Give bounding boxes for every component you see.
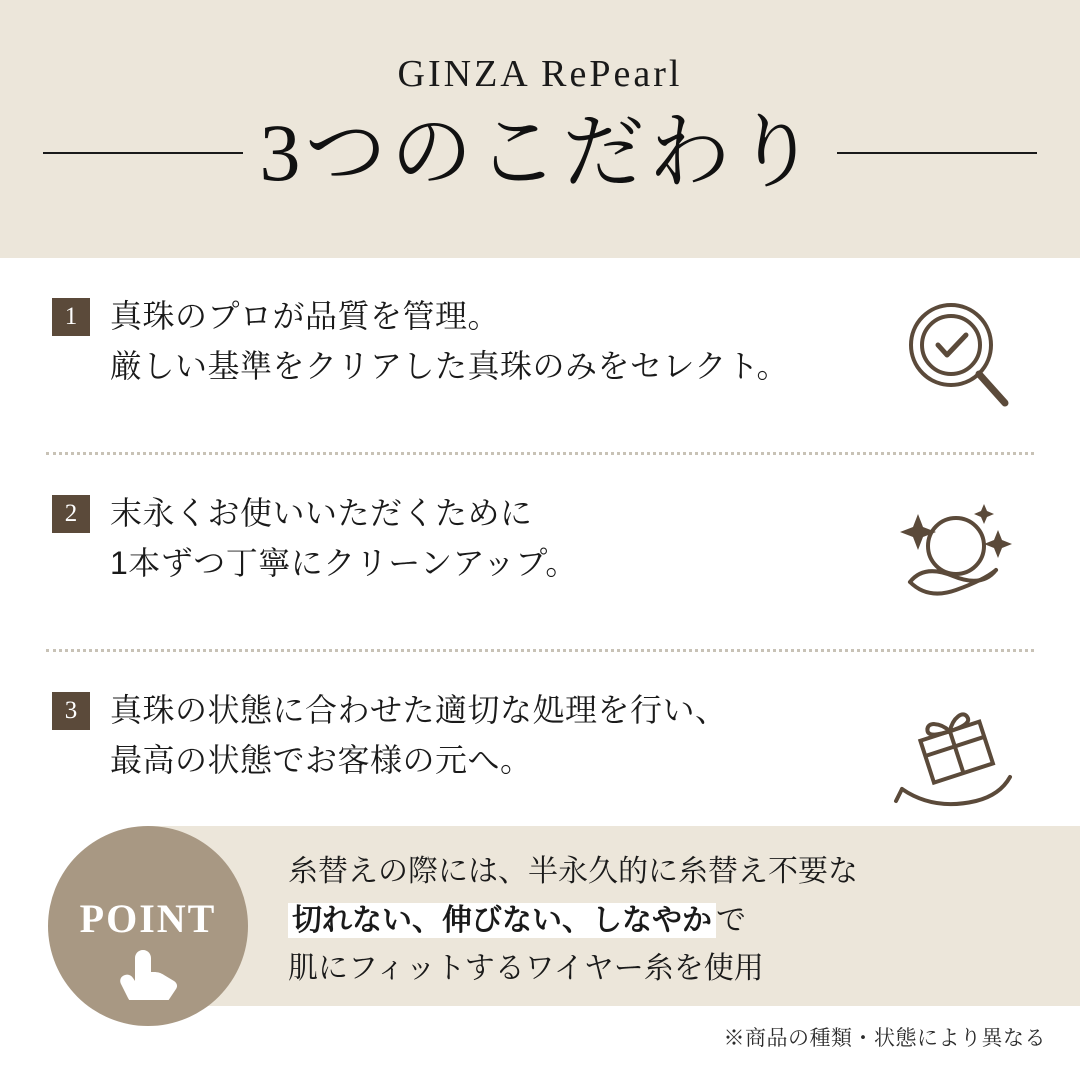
list-item — [0, 652, 1080, 846]
footnote: ※商品の種類・状態により異なる — [723, 1027, 1046, 1050]
point-text — [110, 292, 870, 391]
point-badge — [48, 826, 248, 1026]
point-callout-text — [288, 848, 1048, 994]
point-callout — [0, 826, 1080, 1006]
point-number-badge: 2 — [52, 495, 90, 533]
point-text-line: 真珠のプロが品質を管理。 — [110, 298, 501, 334]
point-text-line: 1本ずつ丁寧にクリーンアップ。 — [110, 544, 578, 581]
list-item — [0, 455, 1080, 649]
point-text-line: 末永くお使いいただくために — [110, 495, 533, 531]
point-text-line: 最高の状態でお客様の元へ。 — [110, 741, 533, 778]
point-callout-emphasis: 切れない、伸びない、しなやか — [288, 903, 716, 938]
point-text — [110, 686, 870, 785]
sparkling-pearl-icon — [878, 489, 1028, 619]
point-text — [110, 489, 870, 588]
point-callout-line-2 — [288, 897, 1048, 946]
list-item — [0, 258, 1080, 452]
point-callout-line-3: 肌にフィットするワイヤー糸を使用 — [288, 952, 764, 986]
headline-rule-right — [837, 152, 1037, 154]
point-number-badge: 1 — [52, 298, 90, 336]
magnifier-check-icon — [878, 292, 1028, 422]
point-number-badge: 3 — [52, 692, 90, 730]
point-text-line: 真珠の状態に合わせた適切な処理を行い、 — [110, 692, 728, 728]
headline-row — [0, 108, 1080, 198]
page-title: 3つのこだわり — [259, 107, 821, 198]
point-text-line: 厳しい基準をクリアした真珠のみをセレクト。 — [110, 347, 789, 384]
points-list — [0, 258, 1080, 846]
point-badge-label: POINT — [79, 896, 217, 941]
pointing-hand-icon — [117, 946, 179, 1005]
headline-rule-left — [43, 152, 243, 154]
header-band — [0, 0, 1080, 258]
point-callout-line-2-tail: で — [716, 903, 746, 937]
brand-title: GINZA RePearl — [397, 53, 683, 95]
gift-in-hand-icon — [878, 686, 1028, 816]
point-callout-line-1: 糸替えの際には、半永久的に糸替え不要な — [288, 855, 858, 888]
